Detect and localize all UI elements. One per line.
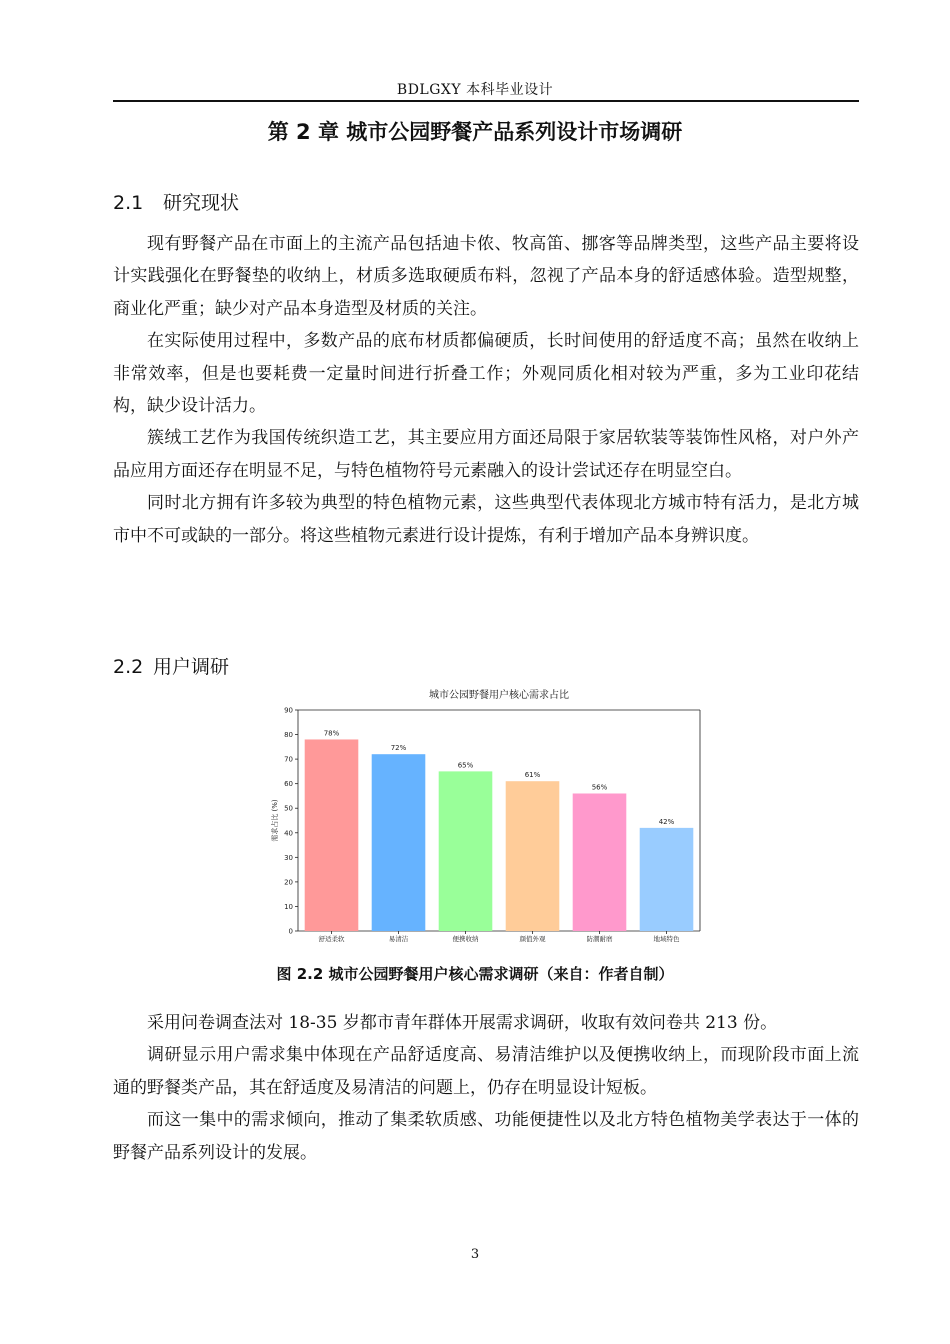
bar-value-label: 72% <box>390 744 407 753</box>
x-tick-label: 防潮耐磨 <box>586 935 613 942</box>
header-rule <box>113 100 859 102</box>
bar <box>372 754 426 931</box>
figure-caption: 图 2.2 城市公园野餐用户核心需求调研（来自：作者自制） <box>276 965 674 983</box>
y-tick-label: 50 <box>284 804 293 813</box>
y-tick-label: 10 <box>284 902 293 911</box>
section-number: 2.2 <box>113 656 144 678</box>
section-number: 2.1 <box>113 192 144 214</box>
x-tick-label: 地域特色 <box>653 935 680 942</box>
y-tick-label: 60 <box>284 780 293 789</box>
bar-value-label: 56% <box>591 783 608 792</box>
section-2-2-body <box>113 1007 859 1169</box>
bar-value-label: 65% <box>457 761 474 770</box>
y-tick-label: 70 <box>284 755 293 764</box>
y-tick-label: 90 <box>284 706 293 715</box>
bar-value-label: 78% <box>323 729 340 738</box>
paragraph: 在实际使用过程中，多数产品的底布材质都偏硬质，长时间使用的舒适度不高；虽然在收纳上非常效率，但是也要耗费一定量时间进行折叠工作；外观同质化相对较为严重，多为工业印花结构，缺少设计活力。 <box>113 331 859 417</box>
section-title: 研究现状 <box>163 192 240 214</box>
y-tick-label: 40 <box>284 829 293 838</box>
bar <box>305 739 359 931</box>
bar-chart <box>268 680 702 942</box>
section-title: 用户调研 <box>153 656 230 678</box>
x-tick-label: 易清洁 <box>388 935 409 942</box>
paragraph: 采用问卷调查法对 18-35 岁都市青年群体开展需求调研，收取有效问卷共 213 份。 <box>147 1013 778 1033</box>
bar <box>506 781 560 931</box>
x-tick-label: 颜值外观 <box>519 935 546 942</box>
section-heading-2-2 <box>113 652 229 679</box>
bar <box>573 793 627 931</box>
y-tick-label: 0 <box>288 927 293 936</box>
chapter-title: 第 2 章 城市公园野餐产品系列设计市场调研 <box>267 120 683 144</box>
paragraph: 而这一集中的需求倾向，推动了集柔软质感、功能便捷性以及北方特色植物美学表达于一体的野餐产品系列设计的发展。 <box>113 1110 859 1163</box>
bar-value-label: 61% <box>524 771 541 780</box>
paragraph: 调研显示用户需求集中体现在产品舒适度高、易清洁维护以及便携收纳上，而现阶段市面上流通的野餐类产品，其在舒适度及易清洁的问题上，仍存在明显设计短板。 <box>113 1045 859 1098</box>
paragraph: 现有野餐产品在市面上的主流产品包括迪卡侬、牧高笛、挪客等品牌类型，这些产品主要将设计实践强化在野餐垫的收纳上，材质多选取硬质布料，忽视了产品本身的舒适感体验。造型规整，商业化严重；缺少对产品本身造型及材质的关注。 <box>113 234 859 319</box>
y-tick-label: 30 <box>284 853 293 862</box>
page-number: 3 <box>470 1247 480 1262</box>
paragraph: 簇绒工艺作为我国传统织造工艺，其主要应用方面还局限于家居软装等装饰性风格，对户外产品应用方面还存在明显不足，与特色植物符号元素融入的设计尝试还存在明显空白。 <box>113 428 859 481</box>
bar <box>640 828 694 931</box>
y-axis-label: 需求占比 (%) <box>271 799 279 842</box>
x-tick-label: 舒适柔软 <box>318 935 345 942</box>
bar-chart-figure <box>268 680 702 942</box>
paragraph: 同时北方拥有许多较为典型的特色植物元素，这些典型代表体现北方城市特有活力，是北方城市中不可或缺的一部分。将这些植物元素进行设计提炼，有利于增加产品本身辨识度。 <box>113 493 859 546</box>
bar-value-label: 42% <box>658 817 675 826</box>
running-header: BDLGXY 本科毕业设计 <box>396 82 554 98</box>
section-heading-2-1 <box>113 188 239 215</box>
chart-title: 城市公园野餐用户核心需求占比 <box>429 690 569 701</box>
y-tick-label: 20 <box>284 878 293 887</box>
y-tick-label: 80 <box>284 731 293 740</box>
x-tick-label: 便携收纳 <box>452 935 479 942</box>
bar <box>439 771 493 931</box>
section-2-1-body <box>113 228 859 552</box>
